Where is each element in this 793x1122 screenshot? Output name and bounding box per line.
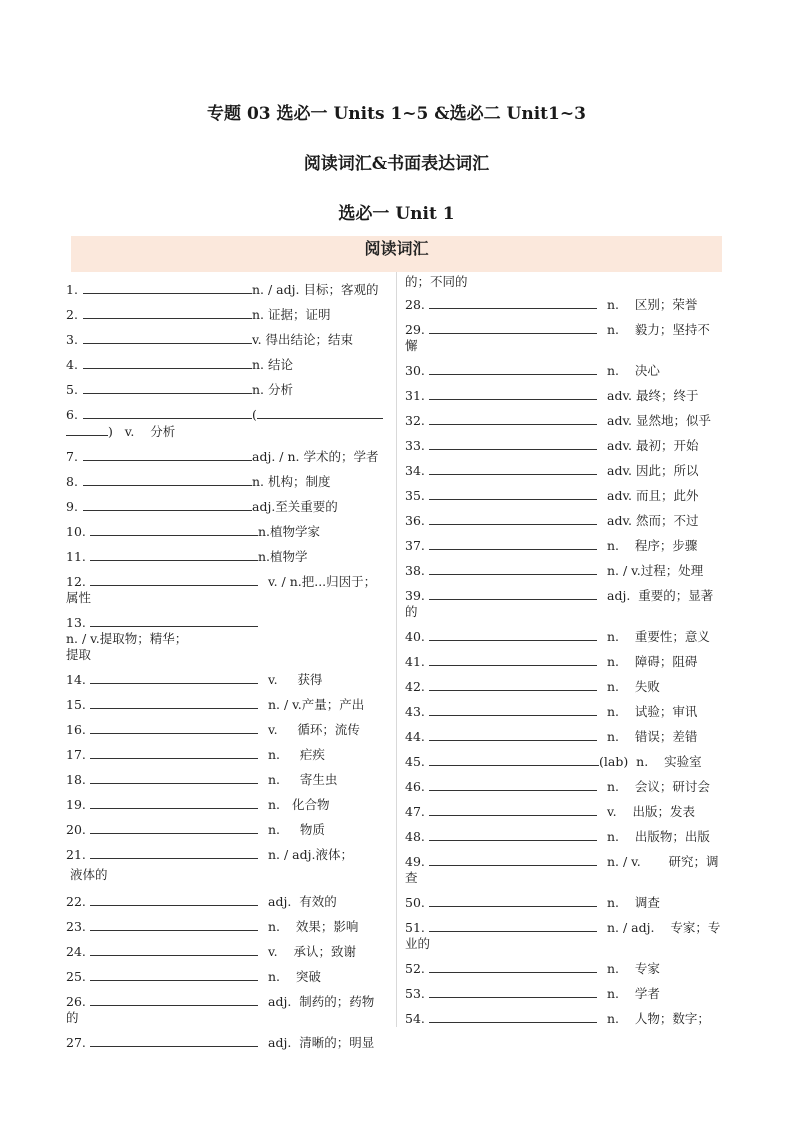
continuation-text: ) v. 分析 (108, 424, 176, 439)
item-number: 52. (405, 961, 425, 976)
vocab-item (66, 721, 383, 738)
item-number: 19. (66, 797, 86, 812)
item-number: 16. (66, 722, 86, 737)
item-definition: n. / v.过程；处理 (607, 563, 704, 578)
vocab-item (66, 943, 383, 960)
item-number: 51. (405, 920, 425, 935)
item-definition: v. 循环；流传 (268, 722, 360, 737)
vocab-item (405, 562, 723, 579)
answer-blank[interactable] (429, 437, 597, 450)
vocab-item (405, 703, 723, 720)
answer-blank[interactable] (90, 721, 258, 734)
answer-blank[interactable] (83, 498, 252, 511)
item-definition: adv. 因此；所以 (607, 463, 699, 478)
answer-blank[interactable] (90, 796, 258, 809)
vocab-item (405, 512, 723, 529)
vocab-item (66, 893, 383, 910)
item-continuation (405, 936, 723, 952)
answer-blank[interactable] (429, 412, 597, 425)
answer-blank[interactable] (90, 614, 258, 627)
item-number: 5. (66, 382, 78, 397)
answer-blank[interactable] (429, 828, 597, 841)
item-definition: adv. 最终；终于 (607, 388, 699, 403)
vocab-item (405, 587, 723, 604)
item-definition: n. 程序；步骤 (607, 538, 698, 553)
vocab-item (66, 796, 383, 813)
item-continuation (405, 338, 723, 354)
vocab-item (405, 628, 723, 645)
item-definition: n. 疟疾 (268, 747, 325, 762)
vocab-item (405, 362, 723, 379)
answer-blank[interactable] (429, 1010, 597, 1023)
answer-blank[interactable] (90, 696, 258, 709)
answer-blank[interactable] (83, 356, 252, 369)
vocab-item (66, 548, 383, 565)
answer-blank[interactable] (90, 846, 258, 859)
item-definition: adj.至关重要的 (252, 499, 338, 514)
item-definition: adj. 清晰的；明显 (268, 1035, 375, 1050)
item-definition: adv. 最初；开始 (607, 438, 699, 453)
answer-blank[interactable] (429, 362, 597, 375)
answer-blank[interactable] (90, 771, 258, 784)
item-definition: n. 毅力；坚持不 (607, 322, 710, 337)
answer-blank[interactable] (90, 671, 258, 684)
item-number: 17. (66, 747, 86, 762)
vocab-item (66, 406, 383, 423)
answer-blank[interactable] (429, 296, 597, 309)
item-definition: n. 效果；影响 (268, 919, 359, 934)
item-definition: adj. / n. 学术的；学者 (252, 449, 379, 464)
answer-blank[interactable] (429, 537, 597, 550)
item-number: 29. (405, 322, 425, 337)
item-number: 10. (66, 524, 86, 539)
item-continuation (66, 590, 383, 606)
continuation-text: 液体的 (66, 867, 108, 882)
answer-blank[interactable] (429, 387, 597, 400)
answer-blank[interactable] (429, 778, 597, 791)
item-definition: n. 决心 (607, 363, 660, 378)
item-number: 31. (405, 388, 425, 403)
continuation-text: 的 (405, 604, 418, 619)
item-number: 39. (405, 588, 425, 603)
item-number: 38. (405, 563, 425, 578)
vocab-item (405, 678, 723, 695)
item-number: 44. (405, 729, 425, 744)
item-number: 47. (405, 804, 425, 819)
item-continuation (66, 647, 383, 663)
answer-blank[interactable] (90, 523, 258, 536)
item-definition: adj. 重要的；显著 (607, 588, 714, 603)
vocab-item (66, 473, 383, 490)
item-number: 1. (66, 282, 78, 297)
vocab-item (405, 803, 723, 820)
vocab-item (66, 968, 383, 985)
item-definition: adv. 然而；不过 (607, 513, 699, 528)
continuation-text: 提取 (66, 647, 92, 662)
answer-blank[interactable] (83, 473, 252, 486)
answer-blank[interactable] (429, 462, 597, 475)
item-definition: adj. 制药的；药物 (268, 994, 375, 1009)
item-definition: n. 结论 (252, 357, 293, 372)
answer-blank[interactable] (90, 1034, 258, 1047)
right-vocab-column (405, 274, 723, 1035)
section-banner-label: 阅读词汇 (364, 239, 429, 258)
answer-blank[interactable] (429, 985, 597, 998)
answer-blank-alt[interactable] (66, 423, 108, 436)
item-continuation (405, 870, 723, 886)
answer-blank[interactable] (83, 448, 252, 461)
item-number: 46. (405, 779, 425, 794)
vocab-item (405, 487, 723, 504)
vocab-item (66, 918, 383, 935)
item-definition: n. 专家 (607, 961, 660, 976)
answer-blank[interactable] (90, 943, 258, 956)
item-definition: (lab) n. 实验室 (599, 754, 702, 769)
continuation-text: 懈 (405, 338, 418, 353)
vocab-item (66, 1034, 383, 1051)
vocab-item (66, 614, 383, 647)
answer-blank[interactable] (429, 678, 597, 691)
vocab-item (405, 387, 723, 404)
item-definition: n. 调查 (607, 895, 660, 910)
item-number: 36. (405, 513, 425, 528)
vocab-item (66, 498, 383, 515)
item-number: 27. (66, 1035, 86, 1050)
item-definition: n. 学者 (607, 986, 660, 1001)
item-number: 15. (66, 697, 86, 712)
answer-blank[interactable] (83, 406, 252, 419)
item-definition: n. 化合物 (268, 797, 330, 812)
vocab-item (66, 746, 383, 763)
item-number: 14. (66, 672, 86, 687)
item-number: 50. (405, 895, 425, 910)
answer-blank-alt[interactable] (257, 406, 383, 419)
item-number: 28. (405, 297, 425, 312)
answer-blank[interactable] (429, 587, 597, 600)
answer-blank[interactable] (429, 919, 597, 932)
item-definition: adj. 有效的 (268, 894, 337, 909)
answer-blank[interactable] (90, 993, 258, 1006)
item-definition: n.植物学家 (258, 524, 321, 539)
vocab-item (405, 321, 723, 338)
item-number: 3. (66, 332, 78, 347)
vocab-item (66, 356, 383, 373)
item-definition: n. / v.提取物；精华； (66, 631, 188, 646)
item-definition: n. / adj. 目标；客观的 (252, 282, 379, 297)
unit-heading: 选必一 Unit 1 (338, 204, 455, 224)
vocab-item (66, 331, 383, 348)
answer-blank[interactable] (90, 968, 258, 981)
item-definition: n. 人物；数字； (607, 1011, 710, 1026)
continuation-text: 属性 (66, 590, 92, 605)
item-definition: adv. 显然地；似乎 (607, 413, 711, 428)
item-number: 26. (66, 994, 86, 1009)
item-definition: ( (252, 407, 257, 422)
vocab-item (405, 437, 723, 454)
section-banner (71, 236, 722, 272)
vocab-item (405, 653, 723, 670)
item-number: 20. (66, 822, 86, 837)
vocab-item (66, 573, 383, 590)
vocab-item (405, 537, 723, 554)
item-definition: n. 证据；证明 (252, 307, 331, 322)
vocab-item (405, 778, 723, 795)
item-definition: n. 物质 (268, 822, 325, 837)
answer-blank[interactable] (83, 281, 252, 294)
page-title: 专题 03 选必一 Units 1~5 &选必二 Unit1~3 (207, 104, 586, 124)
answer-blank[interactable] (429, 562, 597, 575)
answer-blank[interactable] (429, 728, 597, 741)
answer-blank[interactable] (429, 853, 597, 866)
item-number: 25. (66, 969, 86, 984)
vocab-item (405, 462, 723, 479)
item-number: 37. (405, 538, 425, 553)
column-divider (396, 272, 397, 1027)
vocab-item (66, 821, 383, 838)
item-continuation (66, 867, 383, 883)
answer-blank[interactable] (90, 573, 258, 586)
item-number: 49. (405, 854, 425, 869)
item-number: 6. (66, 407, 78, 422)
vocab-item (405, 960, 723, 977)
item-number: 23. (66, 919, 86, 934)
item-definition: n. 出版物；出版 (607, 829, 710, 844)
vocab-item (66, 523, 383, 540)
vocab-item (405, 919, 723, 936)
item-number: 45. (405, 754, 425, 769)
vocab-item (66, 846, 383, 863)
item-definition: adv. 而且；此外 (607, 488, 699, 503)
item-definition: n. 重要性；意义 (607, 629, 710, 644)
item-definition: n. 会议；研讨会 (607, 779, 710, 794)
answer-blank[interactable] (90, 893, 258, 906)
vocab-item (66, 671, 383, 688)
answer-blank[interactable] (429, 653, 597, 666)
answer-blank[interactable] (429, 753, 599, 766)
item-definition: n. 分析 (252, 382, 293, 397)
vocab-item (405, 412, 723, 429)
item-number: 34. (405, 463, 425, 478)
answer-blank[interactable] (429, 803, 597, 816)
answer-blank[interactable] (429, 487, 597, 500)
answer-blank[interactable] (90, 821, 258, 834)
vocab-item (405, 1010, 723, 1027)
item-definition: n. 失败 (607, 679, 660, 694)
item-definition: v. 承认；致谢 (268, 944, 356, 959)
answer-blank[interactable] (83, 331, 252, 344)
item-number: 40. (405, 629, 425, 644)
vocab-item (405, 853, 723, 870)
answer-blank[interactable] (83, 306, 252, 319)
item-number: 13. (66, 615, 86, 630)
item-number: 8. (66, 474, 78, 489)
vocab-item (405, 828, 723, 845)
item-definition: v. 得出结论；结束 (252, 332, 354, 347)
vocab-item (405, 728, 723, 745)
item-definition: n. 机构；制度 (252, 474, 331, 489)
vocab-item (66, 381, 383, 398)
item-definition: v. 出版；发表 (607, 804, 695, 819)
item-number: 42. (405, 679, 425, 694)
answer-blank[interactable] (429, 512, 597, 525)
answer-blank[interactable] (429, 628, 597, 641)
item-continuation (405, 604, 723, 620)
item-definition: v. / n.把...归因于； (268, 574, 377, 589)
item-number: 11. (66, 549, 86, 564)
item-definition: n. 寄生虫 (268, 772, 338, 787)
vocab-item (405, 296, 723, 313)
answer-blank[interactable] (90, 746, 258, 759)
item-definition: n. / adj.液体； (268, 847, 353, 862)
vocab-item (66, 993, 383, 1010)
vocab-item (66, 281, 383, 298)
item-number: 12. (66, 574, 86, 589)
vocab-item (66, 448, 383, 465)
item-continuation (66, 423, 383, 440)
vocab-item (405, 753, 723, 770)
answer-blank[interactable] (90, 548, 258, 561)
vocab-item (405, 985, 723, 1002)
item-number: 30. (405, 363, 425, 378)
item-number: 43. (405, 704, 425, 719)
continuation-text: 的 (66, 1010, 79, 1025)
vocab-item (66, 771, 383, 788)
item-number: 33. (405, 438, 425, 453)
item-number: 18. (66, 772, 86, 787)
item-number: 21. (66, 847, 86, 862)
item-definition: n. 区别；荣誉 (607, 297, 698, 312)
item-definition: v. 获得 (268, 672, 323, 687)
page-subtitle: 阅读词汇&书面表达词汇 (303, 154, 490, 174)
item-definition: n.植物学 (258, 549, 308, 564)
answer-blank[interactable] (429, 703, 597, 716)
item-definition: n. 突破 (268, 969, 321, 984)
left-vocab-column (66, 281, 383, 1059)
item-definition: n. / v. 研究；调 (607, 854, 719, 869)
carryover-text: 的；不同的 (405, 274, 468, 289)
answer-blank[interactable] (90, 918, 258, 931)
item-number: 2. (66, 307, 78, 322)
item-continuation (66, 1010, 383, 1026)
item-definition: n. 错误；差错 (607, 729, 698, 744)
continuation-text: 查 (405, 870, 418, 885)
item-number: 24. (66, 944, 86, 959)
item-number: 7. (66, 449, 78, 464)
continuation-text: 业的 (405, 936, 431, 951)
answer-blank[interactable] (83, 381, 252, 394)
item-number: 22. (66, 894, 86, 909)
item-number: 9. (66, 499, 78, 514)
vocab-item (405, 894, 723, 911)
item-number: 48. (405, 829, 425, 844)
item-number: 41. (405, 654, 425, 669)
vocab-item (66, 696, 383, 713)
item-number: 35. (405, 488, 425, 503)
answer-blank[interactable] (429, 894, 597, 907)
answer-blank[interactable] (429, 960, 597, 973)
answer-blank[interactable] (429, 321, 597, 334)
item-number: 4. (66, 357, 78, 372)
item-definition: n. / adj. 专家；专 (607, 920, 721, 935)
vocab-item (66, 306, 383, 323)
item-number: 54. (405, 1011, 425, 1026)
item-number: 32. (405, 413, 425, 428)
item-definition: n. / v.产量；产出 (268, 697, 365, 712)
item-number: 53. (405, 986, 425, 1001)
item-definition: n. 试验；审讯 (607, 704, 698, 719)
item-definition: n. 障碍；阻碍 (607, 654, 698, 669)
